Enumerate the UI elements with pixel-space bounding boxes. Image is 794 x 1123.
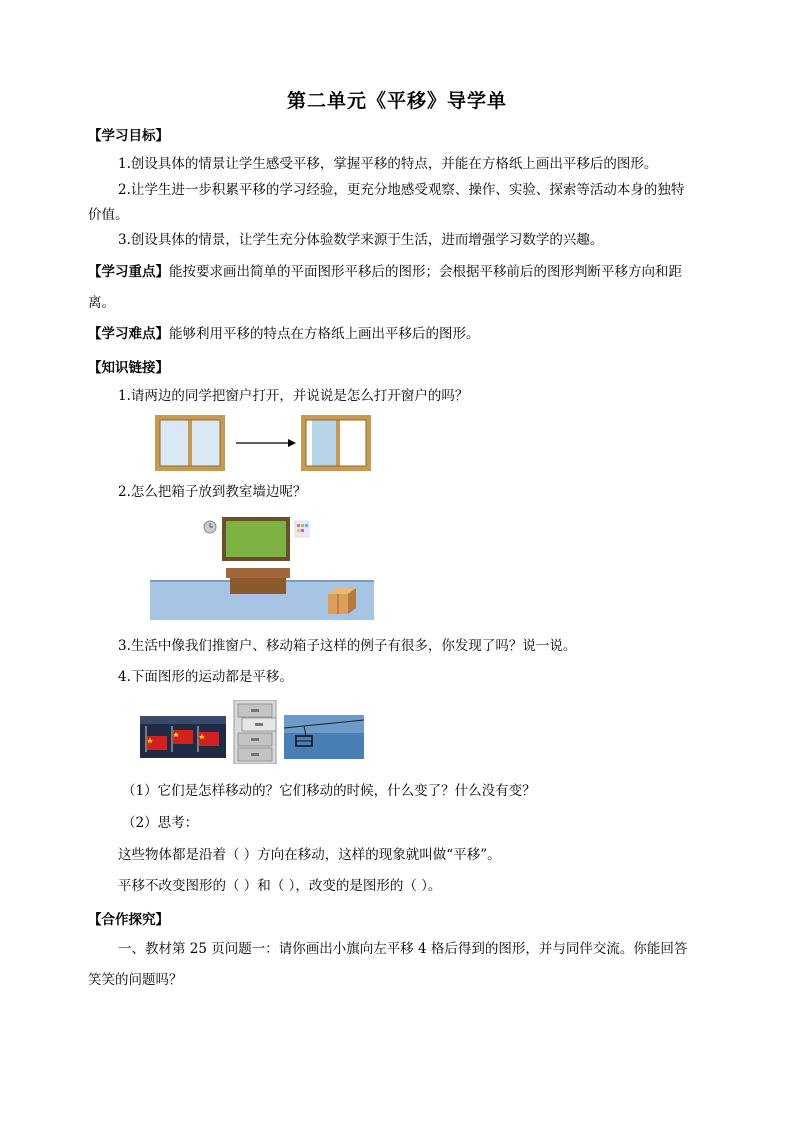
sub-question-1: （1）它们是怎样移动的？它们移动的时候，什么变了？什么没有变？ [122, 783, 536, 799]
difficulty-heading: 【学习难点】 [88, 326, 169, 342]
classroom-figure [150, 512, 374, 620]
explore-text-cont: 笑笑的问题吗？ [88, 972, 183, 988]
desk-body [230, 578, 286, 594]
question-3: 3.生活中像我们推窗户、移动箱子这样的例子有很多，你发现了吗？说一说。 [118, 638, 577, 654]
objective-item: 1.创设具体的情景让学生感受平移，掌握平移的特点，并能在方格纸上画出平移后的图形。 [118, 156, 658, 172]
window-glass-slid [312, 420, 336, 466]
explore-heading: 【合作探究】 [88, 912, 169, 928]
explore-text: 一、教材第 25 页问题一：请你画出小旗向左平移 4 格后得到的图形，并与同伴交流。你能回答 [118, 941, 688, 957]
objective-item: 价值。 [88, 207, 129, 223]
arrow-head-icon [288, 439, 296, 447]
difficulty-line [88, 324, 480, 344]
objective-item: 3.创设具体的情景，让学生充分体验数学来源于生活，进而增强学习数学的兴趣。 [118, 232, 604, 248]
keypoint-text-cont: 离。 [88, 295, 115, 311]
objectives-heading: 【学习目标】 [88, 128, 169, 144]
question-1: 1.请两边的同学把窗户打开，并说说是怎么打开窗户的吗？ [118, 388, 469, 404]
question-2: 2.怎么把箱子放到教室墙边呢？ [118, 484, 307, 500]
objective-item: 2.让学生进一步积累平移的学习经验，更充分地感受观察、操作、实验、探索等活动本身的独特 [118, 182, 685, 198]
translation-examples-figure [140, 700, 366, 764]
blackboard [226, 521, 286, 557]
fill-blank-2[interactable]: 平移不改变图形的（ ）和（ ），改变的是图形的（ ）。 [118, 878, 442, 894]
knowledge-heading: 【知识链接】 [88, 360, 169, 376]
page-title: 第二单元《平移》导学单 [286, 90, 507, 112]
sub-question-2: （2）思考： [122, 815, 199, 831]
desk-top [226, 568, 290, 578]
keypoint-line [88, 262, 682, 282]
keypoint-text: 能按要求画出简单的平面图形平移后的图形；会根据平移前后的图形判断平移方向和距 [169, 264, 682, 280]
window-figure [150, 412, 374, 474]
question-4: 4.下面图形的运动都是平移。 [118, 669, 293, 685]
fill-blank-1[interactable]: 这些物体都是沿着（ ）方向在移动，这样的现象就叫做“平移”。 [118, 847, 501, 863]
window-mullion-left [188, 420, 192, 466]
difficulty-text: 能够利用平移的特点在方格纸上画出平移后的图形。 [169, 326, 480, 342]
keypoint-heading: 【学习重点】 [88, 264, 169, 280]
